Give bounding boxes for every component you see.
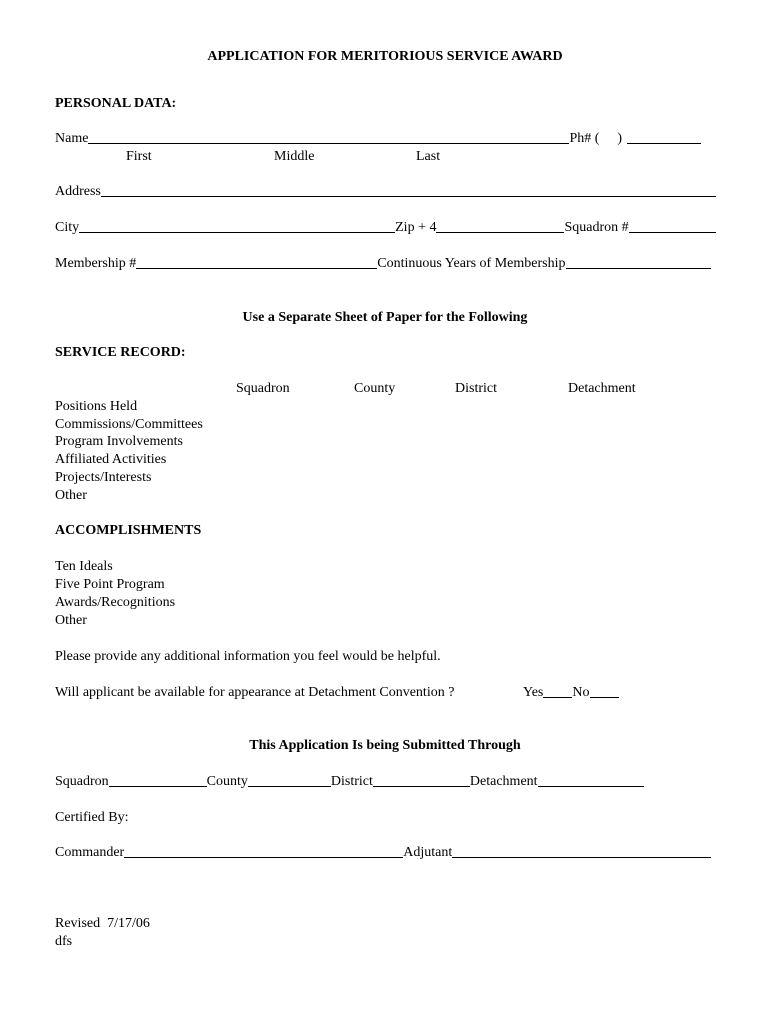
certified-by-label: Certified By: bbox=[55, 810, 129, 825]
name-field[interactable] bbox=[88, 130, 569, 144]
submit-district-label: District bbox=[330, 774, 373, 789]
adjutant-label: Adjutant bbox=[403, 845, 453, 860]
squadron-number-field[interactable] bbox=[629, 219, 716, 233]
submit-squadron-field[interactable] bbox=[109, 773, 207, 787]
years-field[interactable] bbox=[566, 255, 712, 269]
name-row bbox=[55, 130, 710, 147]
signature-row bbox=[55, 844, 711, 861]
city-field[interactable] bbox=[79, 219, 395, 233]
submitted-through-row bbox=[55, 773, 644, 790]
column-district: District bbox=[455, 381, 497, 396]
membership-row bbox=[55, 255, 711, 272]
yes-label: Yes bbox=[523, 685, 544, 700]
service-item: Commissions/Committees bbox=[55, 417, 203, 432]
zip-field[interactable] bbox=[436, 219, 564, 233]
service-item: Projects/Interests bbox=[55, 470, 152, 485]
adjutant-field[interactable] bbox=[452, 844, 711, 858]
zip-label: Zip + 4 bbox=[395, 220, 437, 235]
service-item: Affiliated Activities bbox=[55, 452, 167, 467]
submit-county-label: County bbox=[206, 774, 248, 789]
address-field[interactable] bbox=[101, 183, 716, 197]
column-detachment: Detachment bbox=[568, 381, 636, 396]
submit-detachment-field[interactable] bbox=[538, 773, 644, 787]
submit-district-field[interactable] bbox=[373, 773, 470, 787]
submit-county-field[interactable] bbox=[248, 773, 331, 787]
membership-field[interactable] bbox=[136, 255, 377, 269]
city-row bbox=[55, 219, 716, 236]
additional-info-text: Please provide any additional information you feel would be helpful. bbox=[55, 649, 441, 664]
submitted-through-heading: This Application Is being Submitted Through bbox=[249, 738, 521, 753]
years-label: Continuous Years of Membership bbox=[377, 256, 566, 271]
availability-question: Will applicant be available for appearance at Detachment Convention ? bbox=[55, 685, 455, 700]
accomplishment-item: Awards/Recognitions bbox=[55, 595, 176, 610]
revised-date: Revised 7/17/06 bbox=[55, 916, 150, 931]
separate-sheet-note: Use a Separate Sheet of Paper for the Following bbox=[242, 310, 528, 325]
commander-label: Commander bbox=[55, 845, 125, 860]
yes-field[interactable] bbox=[543, 684, 572, 698]
phone-label: Ph# ( bbox=[569, 131, 600, 146]
last-name-label: Last bbox=[416, 149, 441, 164]
accomplishments-heading: ACCOMPLISHMENTS bbox=[55, 523, 202, 538]
address-label: Address bbox=[55, 184, 101, 199]
submit-detachment-label: Detachment bbox=[469, 774, 538, 789]
service-item: Positions Held bbox=[55, 399, 138, 414]
squadron-number-label: Squadron # bbox=[564, 220, 629, 235]
no-field[interactable] bbox=[590, 684, 619, 698]
service-item: Other bbox=[55, 488, 87, 503]
author-initials: dfs bbox=[55, 934, 73, 949]
submit-squadron-label: Squadron bbox=[55, 774, 109, 789]
accomplishment-item: Five Point Program bbox=[55, 577, 165, 592]
personal-data-heading: PERSONAL DATA: bbox=[55, 96, 177, 111]
accomplishment-item: Ten Ideals bbox=[55, 559, 113, 574]
service-record-heading: SERVICE RECORD: bbox=[55, 345, 186, 360]
column-squadron: Squadron bbox=[236, 381, 290, 396]
name-label: Name bbox=[55, 131, 89, 146]
phone-paren: ) bbox=[617, 131, 623, 146]
accomplishment-item: Other bbox=[55, 613, 87, 628]
no-label: No bbox=[572, 685, 590, 700]
middle-name-label: Middle bbox=[274, 149, 315, 164]
membership-label: Membership # bbox=[55, 256, 137, 271]
service-item: Program Involvements bbox=[55, 434, 183, 449]
form-title: APPLICATION FOR MERITORIOUS SERVICE AWARD bbox=[207, 49, 563, 64]
commander-field[interactable] bbox=[124, 844, 403, 858]
yes-no-row bbox=[523, 684, 619, 701]
phone-field[interactable] bbox=[627, 130, 701, 144]
city-label: City bbox=[55, 220, 80, 235]
address-row bbox=[55, 183, 716, 200]
column-county: County bbox=[354, 381, 396, 396]
first-name-label: First bbox=[126, 149, 152, 164]
